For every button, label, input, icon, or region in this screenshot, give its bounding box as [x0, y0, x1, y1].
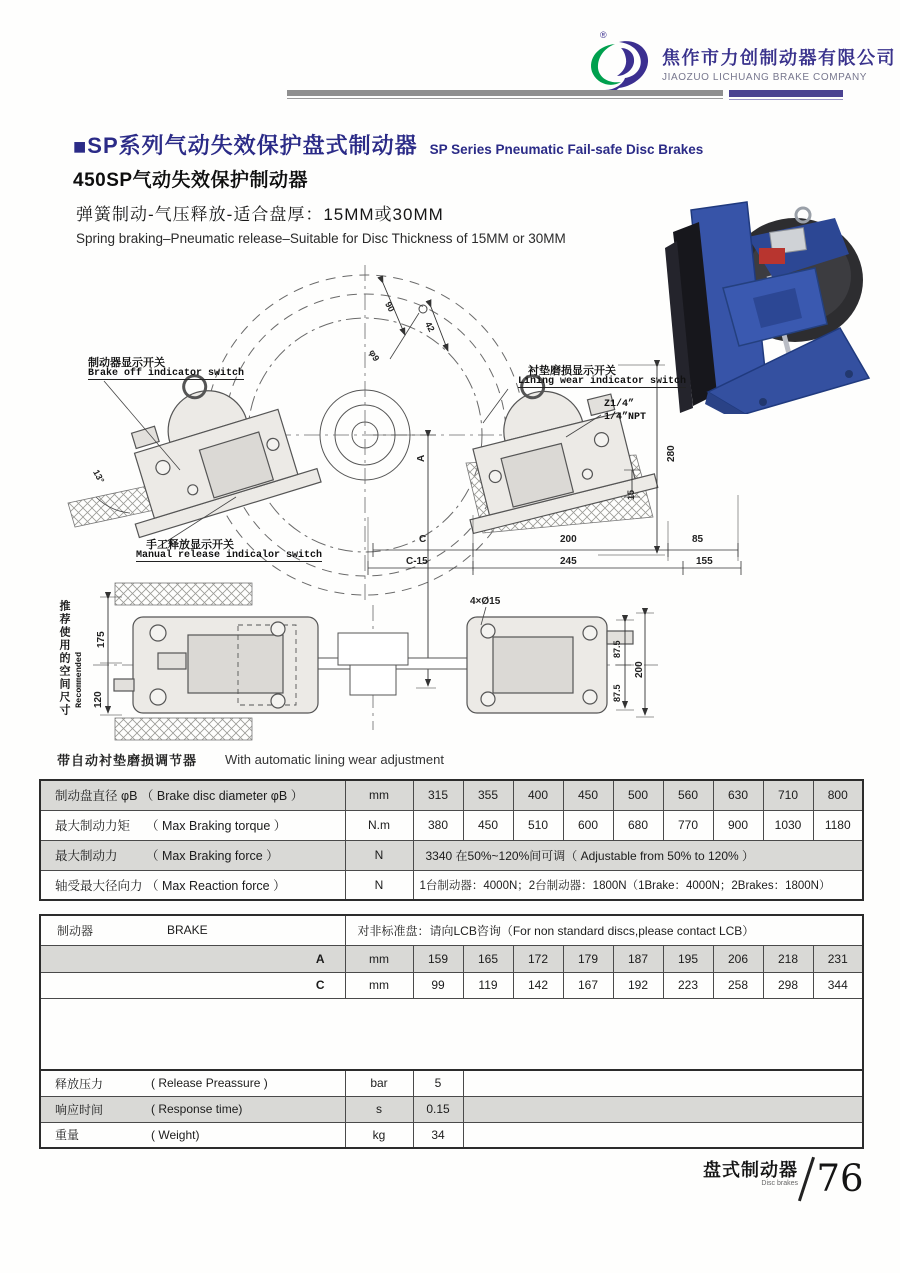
manual-release-switch-label-cn: 手工释放显示开关: [146, 539, 234, 551]
table-row: [40, 1070, 863, 1096]
dim-200: 200: [560, 534, 577, 545]
dim-175: 175: [96, 631, 107, 648]
cell: 355: [463, 780, 513, 810]
header-rule-gray-thin: [287, 98, 723, 99]
empty-cell: [40, 998, 863, 1070]
header-rule-purple: [729, 90, 843, 97]
row-unit: N: [345, 840, 413, 870]
brake-header-cell: [40, 915, 345, 945]
subtitle-cn: 弹簧制动-气压释放-适合盘厚：15MM或30MM: [76, 205, 444, 224]
dim-120: 120: [93, 691, 104, 708]
brake-label-cn: 制动器: [57, 923, 94, 938]
cell: 380: [413, 810, 463, 840]
cell: 450: [463, 810, 513, 840]
brake-label-en: BRAKE: [167, 923, 208, 938]
dim-C: C: [419, 534, 427, 545]
row-unit: bar: [345, 1070, 413, 1096]
cell: 560: [663, 780, 713, 810]
dim-87-5-b: 87.5: [612, 684, 622, 702]
cell: 165: [463, 945, 513, 972]
row-label: C: [40, 972, 345, 998]
cell: 231: [813, 945, 863, 972]
footer-slash-divider: [798, 1157, 815, 1202]
weight-en: ( Weight): [151, 1127, 200, 1142]
cell: 223: [663, 972, 713, 998]
logo-swirl-icon: [585, 36, 657, 96]
table-row: [40, 1096, 863, 1122]
dim-87-5-a: 87.5: [612, 640, 622, 658]
release-pressure-cn: 释放压力: [55, 1076, 104, 1091]
brake-off-switch-label-cn: 制动器显示开关: [88, 357, 165, 369]
dim-4xd15: 4×Ø15: [470, 596, 501, 607]
header-rule-purple-thin: [729, 99, 843, 100]
row-unit: kg: [345, 1122, 413, 1148]
cell: 800: [813, 780, 863, 810]
cell: 179: [563, 945, 613, 972]
note-en: With automatic lining wear adjustment: [225, 752, 444, 767]
cell: 99: [413, 972, 463, 998]
cell: 172: [513, 945, 563, 972]
cell: 167: [563, 972, 613, 998]
brake-off-switch-label-en: Brake off indicator switch: [88, 368, 245, 379]
lining-wear-switch-label-en: Lining wear indicator switch: [518, 376, 687, 387]
release-pressure-en: ( Release Preassure ): [151, 1076, 268, 1091]
weight-cn: 重量: [55, 1128, 80, 1143]
dim-A: A: [416, 454, 427, 462]
cell: 192: [613, 972, 663, 998]
cell: 900: [713, 810, 763, 840]
note-cn: 带自动衬垫磨损调节器: [57, 753, 198, 768]
company-name-block: [662, 44, 896, 83]
cell: 770: [663, 810, 713, 840]
port-label-1: Z1/4”: [604, 399, 635, 410]
empty-cell: [463, 1096, 863, 1122]
port-label-2: 1/4”NPT: [604, 412, 647, 423]
response-time-cn: 响应时间: [55, 1102, 104, 1117]
row-unit: mm: [345, 780, 413, 810]
cell: 630: [713, 780, 763, 810]
spec-table-main: [39, 779, 864, 901]
table-row: [40, 810, 863, 840]
cell: 500: [613, 780, 663, 810]
cell: 298: [763, 972, 813, 998]
table-header-row: [40, 915, 863, 945]
response-time-en: ( Response time): [151, 1102, 243, 1116]
dim-85: 85: [692, 534, 704, 545]
dim-155: 155: [696, 556, 713, 567]
dim-280: 280: [666, 445, 677, 462]
row-label: 制动盘直径 φB （ Brake disc diameter φB ）: [40, 780, 345, 810]
row-label: 最大制动力 （ Max Braking force ）: [40, 840, 345, 870]
cell: 258: [713, 972, 763, 998]
row-unit: mm: [345, 972, 413, 998]
cell: 400: [513, 780, 563, 810]
row-unit: s: [345, 1096, 413, 1122]
table-row: [40, 945, 863, 972]
cell: 195: [663, 945, 713, 972]
cell: 142: [513, 972, 563, 998]
cell: 315: [413, 780, 463, 810]
cell: 510: [513, 810, 563, 840]
empty-row: [40, 998, 863, 1070]
row-span-value: 1台制动器：4000N；2台制动器：1800N（1Brake：4000N；2Brakes：1800N）: [413, 870, 863, 900]
cell: 119: [463, 972, 513, 998]
cell: 187: [613, 945, 663, 972]
series-title-row: [73, 129, 703, 160]
table-row: [40, 972, 863, 998]
cell: 1180: [813, 810, 863, 840]
subtitle-en: Spring braking–Pneumatic release–Suitable for Disc Thickness of 15MM or 30MM: [76, 231, 566, 246]
empty-cell: [463, 1122, 863, 1148]
row-unit: N: [345, 870, 413, 900]
row-label: [40, 1122, 345, 1148]
manual-release-switch-label-en: Manual release indicalor switch: [136, 550, 323, 561]
technical-drawing: [38, 265, 862, 755]
dim-13deg: 13°: [91, 468, 107, 485]
lining-wear-switch-label-cn: 衬垫磨损显示开关: [528, 365, 616, 377]
row-label: 最大制动力矩 （ Max Braking torque ）: [40, 810, 345, 840]
spec-table-brake: [39, 914, 864, 1149]
recommended-space-label-cn: 推荐使用的空间尺寸: [58, 600, 70, 717]
dim-phi9: φ9: [367, 348, 382, 363]
series-title-en: SP Series Pneumatic Fail-safe Disc Brakes: [429, 142, 704, 157]
cell: 680: [613, 810, 663, 840]
series-bullet: ■: [73, 134, 88, 159]
dim-42: 42: [423, 320, 437, 334]
table-row: [40, 840, 863, 870]
row-unit: N.m: [345, 810, 413, 840]
footer-section-cn: 盘式制动器: [703, 1160, 798, 1180]
page-footer: [703, 1156, 864, 1202]
cell: 34: [413, 1122, 463, 1148]
registered-mark: ®: [600, 30, 607, 40]
table-row: [40, 780, 863, 810]
table-row: [40, 1122, 863, 1148]
row-label: A: [40, 945, 345, 972]
dim-200-vertical: 200: [634, 661, 645, 678]
company-name-en: JIAOZUO LICHUANG BRAKE COMPANY: [662, 72, 868, 83]
dim-245: 245: [560, 556, 577, 567]
table-row: [40, 870, 863, 900]
row-span-value: 3340 在50%~120%间可调（ Adjustable from 50% to 120% ）: [413, 840, 863, 870]
cell: 206: [713, 945, 763, 972]
cell: 710: [763, 780, 813, 810]
dim-90: 90: [383, 300, 397, 314]
company-name-cn: 焦作市力创制动器有限公司: [662, 48, 896, 68]
cell: 5: [413, 1070, 463, 1096]
cell: 450: [563, 780, 613, 810]
cell: 0.15: [413, 1096, 463, 1122]
cell: 218: [763, 945, 813, 972]
model-title: 450SP气动失效保护制动器: [73, 170, 309, 191]
recommended-space-label-en: Recommended: [74, 651, 84, 708]
header-rule-gray: [287, 90, 723, 96]
row-label: 轴受最大径向力 （ Max Reaction force ）: [40, 870, 345, 900]
nonstandard-note: 对非标准盘：请向LCB咨询（For non standard discs,please contact LCB）: [345, 915, 863, 945]
dim-15: 15: [626, 489, 636, 500]
footer-section-en: Disc brakes: [761, 1180, 798, 1187]
cell: 159: [413, 945, 463, 972]
row-label: [40, 1096, 345, 1122]
row-unit: mm: [345, 945, 413, 972]
empty-cell: [463, 1070, 863, 1096]
page-number: 76: [816, 1157, 864, 1200]
series-title-cn: SP系列气动失效保护盘式制动器: [87, 133, 418, 158]
cell: 600: [563, 810, 613, 840]
row-label: [40, 1070, 345, 1096]
dim-C15: C-15: [406, 556, 428, 567]
cell: 344: [813, 972, 863, 998]
cell: 1030: [763, 810, 813, 840]
